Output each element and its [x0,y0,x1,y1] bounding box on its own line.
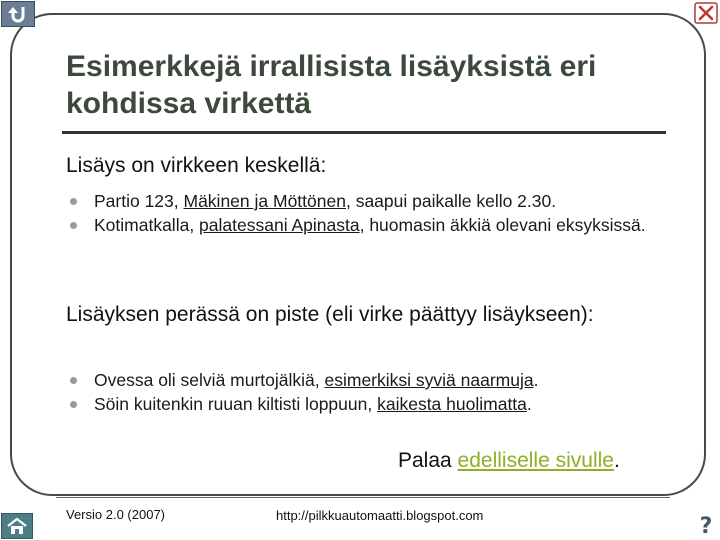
list-item: Kotimatkalla, palatessani Apinasta, huomasin äkkiä olevani eksyksissä. [66,213,656,237]
bullet-icon [70,222,77,229]
back-to-previous: Palaa edelliselle sivulle. [398,449,620,472]
section2-list [66,368,666,416]
insertion-text: Mäkinen ja Möttönen [183,191,346,211]
insertion-text: esimerkiksi syviä naarmuja [324,370,534,390]
slide-title: Esimerkkejä irrallisista lisäyksistä eri kohdissa virkettä [66,50,597,120]
section1-heading: Lisäys on virkkeen keskellä: [66,154,327,177]
back-arrow-icon[interactable] [1,1,35,27]
list-item: Partio 123, Mäkinen ja Möttönen, saapui paikalle kello 2.30. [66,189,656,213]
help-icon[interactable]: ? [699,513,713,539]
bullet-icon [70,198,77,205]
section1-list [66,189,656,237]
bullet-icon [70,377,77,384]
version-label: Versio 2.0 (2007) [66,507,166,522]
close-icon[interactable] [694,2,718,24]
list-item: Söin kuitenkin ruuan kiltisti loppuun, kaikesta huolimatta. [66,392,666,416]
bullet-icon [70,401,77,408]
footer-divider [56,497,670,498]
home-icon[interactable] [1,513,33,539]
blog-url: http://pilkkuautomaatti.blogspot.com [276,508,484,523]
previous-page-link[interactable]: edelliselle sivulle [457,449,614,472]
list-item: Ovessa oli selviä murtojälkiä, esimerkiksi syviä naarmuja. [66,368,666,392]
section2-heading: Lisäyksen perässä on piste (eli virke päättyy lisäykseen): [66,303,594,326]
title-divider [62,131,666,134]
insertion-text: palatessani Apinasta [199,215,360,235]
insertion-text: kaikesta huolimatta [377,394,527,414]
